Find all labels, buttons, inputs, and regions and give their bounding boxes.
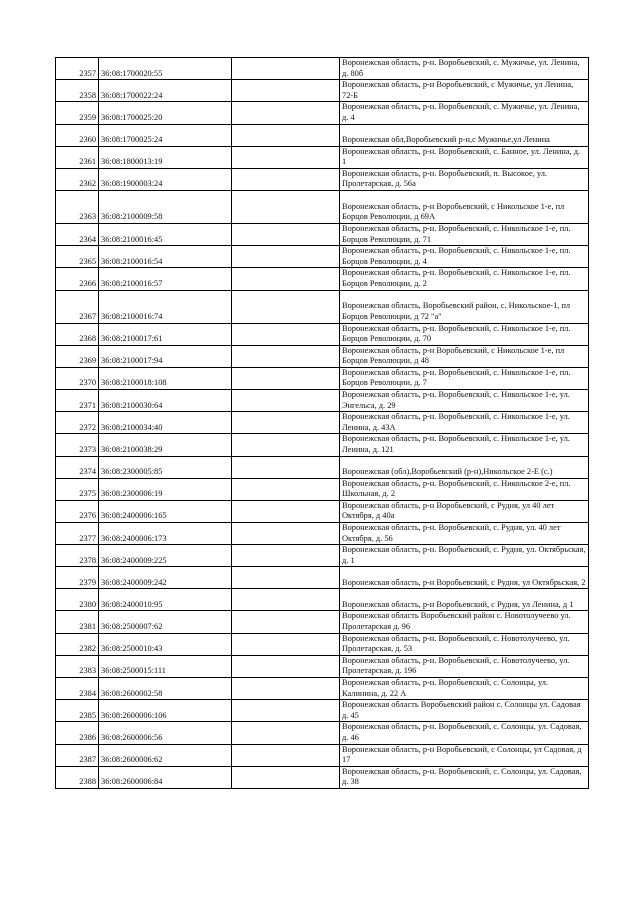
- address-text: Воронежская область, р-н Воробьевский, с Рудня, ул Ленина, д 1: [342, 599, 574, 609]
- address-cell: [340, 290, 589, 323]
- address-text: Воронежская область, р-н. Воробьевский, с. Мужичье, ул. Ленина, д. 4: [342, 102, 580, 122]
- row-number-cell: 2360: [56, 124, 99, 146]
- address-text: Воронежская область, р-н Воробьевский, с Солонцы, ул Садовая, д 17: [342, 744, 582, 765]
- address-cell: [340, 589, 589, 611]
- address-text: Воронежская область, р-н. Воробьевский, с. Солонцы, ул. Садовая, д. 46: [342, 722, 582, 742]
- table-row: [56, 146, 589, 168]
- address-cell: [340, 102, 589, 124]
- empty-cell: [232, 290, 340, 323]
- cadastral-number-cell: 36:08:2100017:61: [99, 323, 232, 345]
- address-cell: [340, 611, 589, 633]
- empty-cell: [232, 744, 340, 766]
- table-row: [56, 456, 589, 478]
- cadastral-number-cell: 36:08:2100009:58: [99, 190, 232, 223]
- address-cell: [340, 146, 589, 168]
- cadastral-number-cell: 36:08:2400009:225: [99, 545, 232, 567]
- row-number-cell: 2375: [56, 478, 99, 500]
- empty-cell: [232, 589, 340, 611]
- address-cell: [340, 246, 589, 268]
- row-number-cell: 2369: [56, 345, 99, 367]
- row-number-cell: 2370: [56, 367, 99, 389]
- row-number-cell: 2365: [56, 246, 99, 268]
- empty-cell: [232, 567, 340, 589]
- empty-cell: [232, 412, 340, 434]
- row-number-cell: 2376: [56, 500, 99, 522]
- cadastral-number-cell: 36:08:2100034:40: [99, 412, 232, 434]
- table-row: [56, 345, 589, 367]
- address-text: Воронежская область, р-н Воробьевский, с Рудня, ул 40 лет Октября, д 40а: [342, 500, 555, 521]
- registry-table-body: [56, 58, 589, 789]
- row-number-cell: 2386: [56, 722, 99, 744]
- empty-cell: [232, 523, 340, 545]
- cadastral-number-cell: 36:08:2100017:94: [99, 345, 232, 367]
- empty-cell: [232, 611, 340, 633]
- address-cell: [340, 523, 589, 545]
- address-text: Воронежская область Воробьевский район с. Новотолучеево ул. Пролетарская д. 96: [342, 611, 571, 631]
- cadastral-number-cell: 36:08:1700025:20: [99, 102, 232, 124]
- address-text: Воронежская область, р-н. Воробьевский, с. Рудня, ул. Октябрьская, д. 1: [342, 545, 586, 565]
- table-row: [56, 102, 589, 124]
- address-text: Воронежская область, р-н. Воробьевский, с. Новотолучеево, ул. Пролетарская, д. 53: [342, 633, 570, 654]
- table-row: [56, 567, 589, 589]
- row-number-cell: 2384: [56, 677, 99, 699]
- cadastral-number-cell: 36:08:2400006:165: [99, 500, 232, 522]
- row-number-cell: 2388: [56, 766, 99, 788]
- address-cell: [340, 80, 589, 102]
- address-cell: [340, 567, 589, 589]
- address-text: Воронежская область, р-н. Воробьевский, с. Мужичье, ул. Ленина, д. 80б: [342, 58, 580, 78]
- table-row: [56, 722, 589, 744]
- table-row: [56, 611, 589, 633]
- table-row: [56, 589, 589, 611]
- empty-cell: [232, 246, 340, 268]
- table-row: [56, 367, 589, 389]
- table-row: [56, 246, 589, 268]
- row-number-cell: 2380: [56, 589, 99, 611]
- table-row: [56, 80, 589, 102]
- address-text: Воронежская область, р-н. Воробьевский, с. Новотолучеево, ул. Пролетарская, д. 196: [342, 655, 570, 676]
- empty-cell: [232, 102, 340, 124]
- empty-cell: [232, 500, 340, 522]
- table-row: [56, 523, 589, 545]
- cadastral-number-cell: 36:08:1700020:55: [99, 58, 232, 80]
- address-text: Воронежская область, р-н. Воробьевский, с. Никольское 2-е, пл. Школьная, д. 2: [342, 478, 571, 499]
- address-text: Воронежская область, р-н. Воробьевский, с. Никольское 1-е, пл. Борцов Революции, д. 70: [342, 323, 571, 344]
- address-text: Воронежская область, Воробьевский район, с. Никольское-1, пл Борцов Революции, д 72 "а": [342, 301, 571, 321]
- table-row: [56, 434, 589, 456]
- address-text: Воронежская область, р-н Воробьевский, с Никольское 1-е, пл Борцов Революции, д 69А: [342, 201, 565, 222]
- cadastral-number-cell: 36:08:2400010:95: [99, 589, 232, 611]
- address-cell: [340, 390, 589, 412]
- empty-cell: [232, 345, 340, 367]
- table-row: [56, 744, 589, 766]
- row-number-cell: 2363: [56, 190, 99, 223]
- row-number-cell: 2357: [56, 58, 99, 80]
- cadastral-number-cell: 36:08:2600002:58: [99, 677, 232, 699]
- cadastral-number-cell: 36:08:2100038:29: [99, 434, 232, 456]
- address-text: Воронежская область, р-н. Воробьевский, с. Никольское 1-е, ул. Ленина, д. 43А: [342, 412, 570, 432]
- row-number-cell: 2366: [56, 268, 99, 290]
- cadastral-number-cell: 36:08:2400009:242: [99, 567, 232, 589]
- address-text: Воронежская (обл),Воробьевский (р-н),Никольское 2-Е (с.): [342, 467, 553, 477]
- cadastral-number-cell: 36:08:2100016:57: [99, 268, 232, 290]
- cadastral-number-cell: 36:08:2500007:62: [99, 611, 232, 633]
- empty-cell: [232, 168, 340, 190]
- empty-cell: [232, 545, 340, 567]
- cadastral-number-cell: 36:08:2600006:56: [99, 722, 232, 744]
- row-number-cell: 2372: [56, 412, 99, 434]
- address-cell: [340, 633, 589, 655]
- empty-cell: [232, 456, 340, 478]
- address-cell: [340, 545, 589, 567]
- address-text: Воронежская область, р-н. Воробьевский, с. Никольское 1-е, ул. Энгельса, д. 29: [342, 390, 570, 410]
- cadastral-number-cell: 36:08:1900003:24: [99, 168, 232, 190]
- address-text: Воронежская область, р-н Воробьевский, с Мужичье, ул Ленина, 72-Б: [342, 80, 574, 100]
- address-cell: [340, 500, 589, 522]
- address-cell: [340, 766, 589, 788]
- table-row: [56, 655, 589, 677]
- cadastral-number-cell: 36:08:2100016:54: [99, 246, 232, 268]
- table-row: [56, 290, 589, 323]
- table-row: [56, 478, 589, 500]
- row-number-cell: 2377: [56, 523, 99, 545]
- address-text: Воронежская область, р-н. Воробьевский, с. Солонцы, ул. Садовая, д. 38: [342, 766, 582, 787]
- cadastral-number-cell: 36:08:2100018:108: [99, 367, 232, 389]
- row-number-cell: 2362: [56, 168, 99, 190]
- empty-cell: [232, 223, 340, 245]
- address-text: Воронежская область, р-н. Воробьевский, с. Никольское 1-е, пл. Борцов Революции, д. 4: [342, 246, 571, 266]
- empty-cell: [232, 766, 340, 788]
- address-cell: [340, 190, 589, 223]
- empty-cell: [232, 677, 340, 699]
- table-row: [56, 700, 589, 722]
- address-text: Воронежская область, р-н. Воробьевский, с. Рудня, ул. 40 лет Октября, д. 56: [342, 523, 561, 543]
- address-cell: [340, 434, 589, 456]
- empty-cell: [232, 722, 340, 744]
- cadastral-number-cell: 36:08:1800013:19: [99, 146, 232, 168]
- row-number-cell: 2359: [56, 102, 99, 124]
- row-number-cell: 2374: [56, 456, 99, 478]
- cadastral-number-cell: 36:08:2100030:64: [99, 390, 232, 412]
- empty-cell: [232, 124, 340, 146]
- cadastral-number-cell: 36:08:2300006:19: [99, 478, 232, 500]
- address-text: Воронежская область Воробьевский район с. Солонцы ул. Садовая д. 45: [342, 700, 581, 720]
- address-cell: [340, 268, 589, 290]
- empty-cell: [232, 323, 340, 345]
- cadastral-number-cell: 36:08:2300005:85: [99, 456, 232, 478]
- cadastral-number-cell: 36:08:2100016:74: [99, 290, 232, 323]
- address-cell: [340, 345, 589, 367]
- address-cell: [340, 58, 589, 80]
- cadastral-number-cell: 36:08:2400006:173: [99, 523, 232, 545]
- table-row: [56, 390, 589, 412]
- address-text: Воронежская область, р-н. Воробьевский, с. Банное, ул. Ленина, д. 1: [342, 146, 581, 167]
- address-cell: [340, 124, 589, 146]
- row-number-cell: 2361: [56, 146, 99, 168]
- empty-cell: [232, 190, 340, 223]
- cadastral-number-cell: 36:08:2600006:84: [99, 766, 232, 788]
- empty-cell: [232, 633, 340, 655]
- cadastral-number-cell: 36:08:2600006:106: [99, 700, 232, 722]
- address-cell: [340, 478, 589, 500]
- address-text: Воронежская область, р-н Воробьевский, с Никольское 1-е, пл Борцов Революции, д 48: [342, 345, 565, 366]
- row-number-cell: 2387: [56, 744, 99, 766]
- table-row: [56, 124, 589, 146]
- table-row: [56, 223, 589, 245]
- row-number-cell: 2382: [56, 633, 99, 655]
- empty-cell: [232, 390, 340, 412]
- address-cell: [340, 677, 589, 699]
- row-number-cell: 2371: [56, 390, 99, 412]
- table-row: [56, 677, 589, 699]
- table-row: [56, 190, 589, 223]
- cadastral-number-cell: 36:08:2500015:111: [99, 655, 232, 677]
- address-cell: [340, 700, 589, 722]
- table-row: [56, 323, 589, 345]
- address-cell: [340, 323, 589, 345]
- address-text: Воронежская обл,Воробьевский р-н,с Мужичье,ул Ленина: [342, 134, 550, 144]
- empty-cell: [232, 268, 340, 290]
- address-cell: [340, 168, 589, 190]
- table-row: [56, 168, 589, 190]
- table-row: [56, 500, 589, 522]
- address-cell: [340, 744, 589, 766]
- row-number-cell: 2383: [56, 655, 99, 677]
- empty-cell: [232, 700, 340, 722]
- address-text: Воронежская область, р-н. Воробьевский, с. Никольское 1-е, пл. Борцов Революции, д. 2: [342, 268, 571, 288]
- empty-cell: [232, 146, 340, 168]
- address-cell: [340, 367, 589, 389]
- row-number-cell: 2364: [56, 223, 99, 245]
- row-number-cell: 2367: [56, 290, 99, 323]
- address-text: Воронежская область, р-н. Воробьевский, с. Солонцы, ул. Калинина, д. 22 А: [342, 677, 549, 698]
- cadastral-number-cell: 36:08:2600006:62: [99, 744, 232, 766]
- empty-cell: [232, 655, 340, 677]
- registry-table: [55, 57, 589, 789]
- empty-cell: [232, 58, 340, 80]
- row-number-cell: 2373: [56, 434, 99, 456]
- row-number-cell: 2381: [56, 611, 99, 633]
- cadastral-number-cell: 36:08:2500010:43: [99, 633, 232, 655]
- address-text: Воронежская область, р-н. Воробьевский, п. Высокое, ул. Пролетарская, д. 56а: [342, 168, 547, 189]
- empty-cell: [232, 80, 340, 102]
- table-row: [56, 58, 589, 80]
- address-cell: [340, 655, 589, 677]
- cadastral-number-cell: 36:08:2100016:45: [99, 223, 232, 245]
- cadastral-number-cell: 36:08:1700025:24: [99, 124, 232, 146]
- table-row: [56, 268, 589, 290]
- address-text: Воронежская область, р-н Воробьевский, с Рудня, ул Октябрьская, 2: [342, 577, 586, 587]
- address-text: Воронежская область, р-н. Воробьевский, с. Никольское 1-е, ул. Ленина, д. 121: [342, 434, 570, 455]
- row-number-cell: 2368: [56, 323, 99, 345]
- table-row: [56, 633, 589, 655]
- cadastral-number-cell: 36:08:1700022:24: [99, 80, 232, 102]
- address-cell: [340, 412, 589, 434]
- table-row: [56, 412, 589, 434]
- row-number-cell: 2385: [56, 700, 99, 722]
- table-row: [56, 545, 589, 567]
- row-number-cell: 2378: [56, 545, 99, 567]
- address-cell: [340, 722, 589, 744]
- address-cell: [340, 456, 589, 478]
- empty-cell: [232, 434, 340, 456]
- empty-cell: [232, 367, 340, 389]
- table-row: [56, 766, 589, 788]
- address-text: Воронежская область, р-н. Воробьевский, с. Никольское 1-е, пл. Борцов Революции, д. 71: [342, 223, 571, 244]
- row-number-cell: 2379: [56, 567, 99, 589]
- empty-cell: [232, 478, 340, 500]
- row-number-cell: 2358: [56, 80, 99, 102]
- address-cell: [340, 223, 589, 245]
- address-text: Воронежская область, р-н. Воробьевский, с. Никольское 1-е, пл. Борцов Революции, д. 7: [342, 367, 571, 388]
